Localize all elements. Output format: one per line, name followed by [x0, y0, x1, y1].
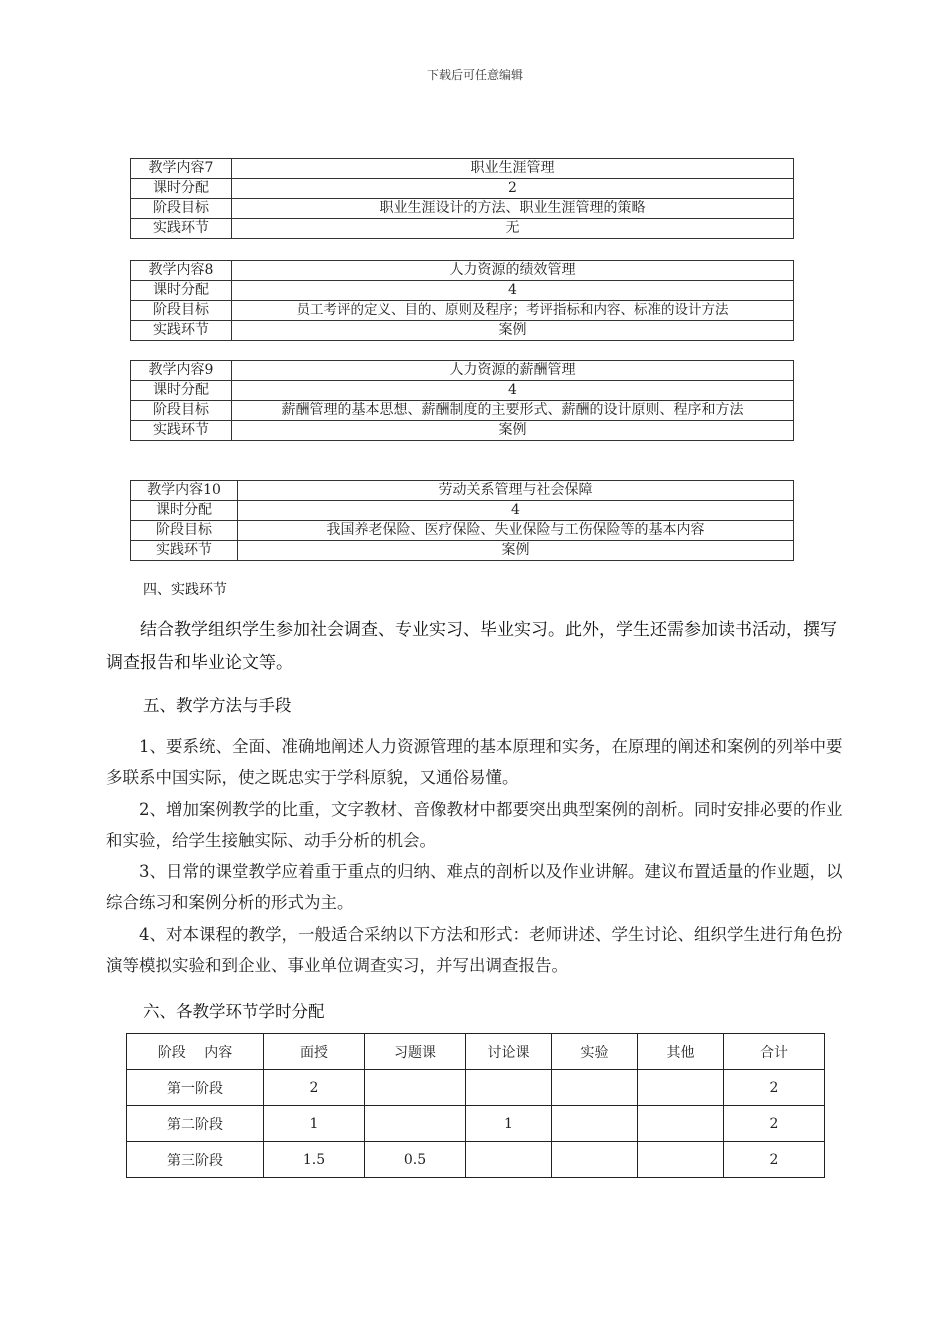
method-item-3: 3、日常的课堂教学应着重于重点的归纳、难点的剖析以及作业讲解。建议布置适量的作业题，以综合练习和案例分析的形式为主。: [106, 862, 843, 912]
row-label-practice: 实践环节: [131, 321, 232, 341]
unit-practice: 案例: [232, 421, 794, 441]
table-cell: 1.5: [264, 1142, 365, 1178]
row-label-goal: 阶段目标: [131, 401, 232, 421]
unit-title: 劳动关系管理与社会保障: [238, 481, 794, 501]
column-header: 合计: [724, 1034, 825, 1070]
row-label-practice: 实践环节: [131, 541, 238, 561]
section5-heading: 五、教学方法与手段: [143, 696, 292, 715]
section4-text: 结合教学组织学生参加社会调查、专业实习、毕业实习。此外，学生还需参加读书活动，撰写调查报告和毕业论文等。: [106, 620, 837, 673]
unit-title: 职业生涯管理: [232, 159, 794, 179]
table-row: [127, 1106, 825, 1142]
unit-hours: 2: [232, 179, 794, 199]
unit-label: 教学内容10: [131, 481, 238, 501]
row-label-hours: 课时分配: [131, 281, 232, 301]
row-label-goal: 阶段目标: [131, 199, 232, 219]
row-label-hours: 课时分配: [131, 381, 232, 401]
table-header-row: [127, 1034, 825, 1070]
table-cell: [638, 1106, 724, 1142]
section6-heading: 六、各教学环节学时分配: [143, 1002, 325, 1021]
table-cell: 2: [264, 1070, 365, 1106]
table-cell: 第一阶段: [127, 1070, 264, 1106]
unit-hours: 4: [232, 281, 794, 301]
column-header: 习题课: [365, 1034, 466, 1070]
unit-table-10: [130, 480, 794, 561]
table-cell: [365, 1106, 466, 1142]
column-header: 其他: [638, 1034, 724, 1070]
column-header: 实验: [552, 1034, 638, 1070]
unit-goal: 我国养老保险、医疗保险、失业保险与工伤保险等的基本内容: [238, 521, 794, 541]
unit-label: 教学内容9: [131, 361, 232, 381]
table-cell: [365, 1070, 466, 1106]
unit-hours: 4: [232, 381, 794, 401]
unit-practice: 案例: [232, 321, 794, 341]
table-cell: [638, 1070, 724, 1106]
table-cell: [552, 1106, 638, 1142]
row-label-hours: 课时分配: [131, 501, 238, 521]
page-header: 下载后可任意编辑: [426, 68, 523, 82]
row-label-hours: 课时分配: [131, 179, 232, 199]
table-row: [127, 1070, 825, 1106]
table-cell: [638, 1142, 724, 1178]
table-cell: 2: [724, 1070, 825, 1106]
table-cell: [552, 1070, 638, 1106]
unit-goal: 员工考评的定义、目的、原则及程序；考评指标和内容、标准的设计方法: [232, 301, 794, 321]
hours-allocation-table: [126, 1033, 825, 1178]
table-cell: 第三阶段: [127, 1142, 264, 1178]
table-cell: [466, 1070, 552, 1106]
method-item-1: 1、要系统、全面、准确地阐述人力资源管理的基本原理和实务，在原理的阐述和案例的列举中要多联系中国实际，使之既忠实于学科原貌，又通俗易懂。: [106, 737, 843, 787]
unit-table-7: [130, 158, 794, 239]
unit-goal: 职业生涯设计的方法、职业生涯管理的策略: [232, 199, 794, 219]
row-label-practice: 实践环节: [131, 421, 232, 441]
unit-label: 教学内容7: [131, 159, 232, 179]
unit-label: 教学内容8: [131, 261, 232, 281]
unit-title: 人力资源的薪酬管理: [232, 361, 794, 381]
table-row: [127, 1142, 825, 1178]
row-label-practice: 实践环节: [131, 219, 232, 239]
table-cell: 2: [724, 1142, 825, 1178]
method-item-2: 2、增加案例教学的比重，文字教材、音像教材中都要突出典型案例的剖析。同时安排必要的作业和实验，给学生接触实际、动手分析的机会。: [106, 800, 843, 850]
method-item-4: 4、对本课程的教学，一般适合采纳以下方法和形式：老师讲述、学生讨论、组织学生进行角色扮演等模拟实验和到企业、事业单位调查实习，并写出调查报告。: [106, 925, 843, 975]
column-header: 讨论课: [466, 1034, 552, 1070]
unit-table-8: [130, 260, 794, 341]
table-cell: 第二阶段: [127, 1106, 264, 1142]
row-label-goal: 阶段目标: [131, 301, 232, 321]
column-header: 阶段 内容: [127, 1034, 264, 1070]
unit-table-9: [130, 360, 794, 441]
table-cell: [466, 1142, 552, 1178]
table-cell: 2: [724, 1106, 825, 1142]
unit-goal: 薪酬管理的基本思想、薪酬制度的主要形式、薪酬的设计原则、程序和方法: [232, 401, 794, 421]
table-cell: 1: [466, 1106, 552, 1142]
table-cell: [552, 1142, 638, 1178]
unit-practice: 案例: [238, 541, 794, 561]
unit-title: 人力资源的绩效管理: [232, 261, 794, 281]
section4-heading: 四、实践环节: [143, 582, 227, 598]
column-header: 面授: [264, 1034, 365, 1070]
row-label-goal: 阶段目标: [131, 521, 238, 541]
unit-practice: 无: [232, 219, 794, 239]
unit-hours: 4: [238, 501, 794, 521]
table-cell: 0.5: [365, 1142, 466, 1178]
table-cell: 1: [264, 1106, 365, 1142]
